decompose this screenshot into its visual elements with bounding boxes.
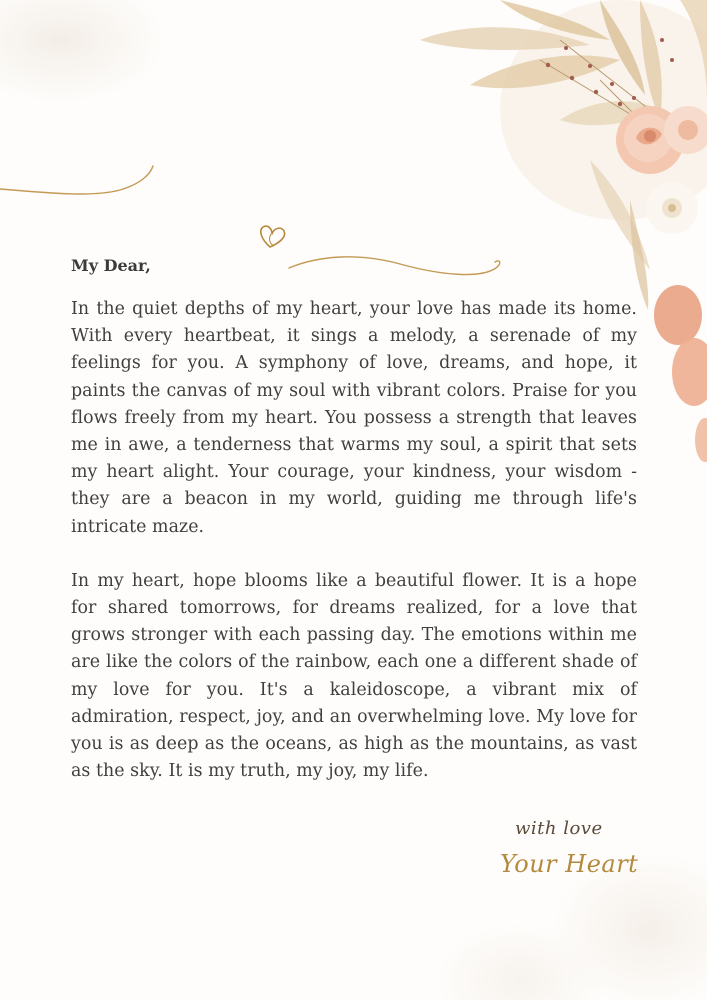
letter-body <box>71 296 637 812</box>
gold-swirl-line-left <box>0 166 153 194</box>
letter-signature: Your Heart <box>500 850 639 878</box>
letter-paragraph: In the quiet depths of my heart, your love has made its home. With every heartbeat, it sings a melody, a serenade of my feelings for you. A symphony of love, dreams, and hope, it paints the canvas of my soul with vibrant colors. Praise for you flows freely from my heart. You possess a strength that leaves me in awe, a tenderness that warms my soul, a spirit that sets my heart alight. Your courage, your kindness, your wisdom - they are a beacon in my world, guiding me through life's intricate maze. <box>71 299 637 537</box>
letter-paragraph: In my heart, hope blooms like a beautiful flower. It is a hope for shared tomorrows, for dreams realized, for a love that grows stronger with each passing day. The emotions within me are like the colors of the rainbow, each one a different shade of my love for you. It's a kaleidoscope, a vibrant mix of admiration, respect, joy, and an overwhelming love. My love for you is as deep as the oceans, as high as the mountains, as vast as the sky. It is my truth, my joy, my life. <box>71 570 637 782</box>
letter-closing: with love <box>515 818 603 839</box>
letter-salutation: My Dear, <box>71 256 151 275</box>
gold-swirl-line-right <box>289 257 500 275</box>
heart-doodle-icon <box>261 226 285 247</box>
